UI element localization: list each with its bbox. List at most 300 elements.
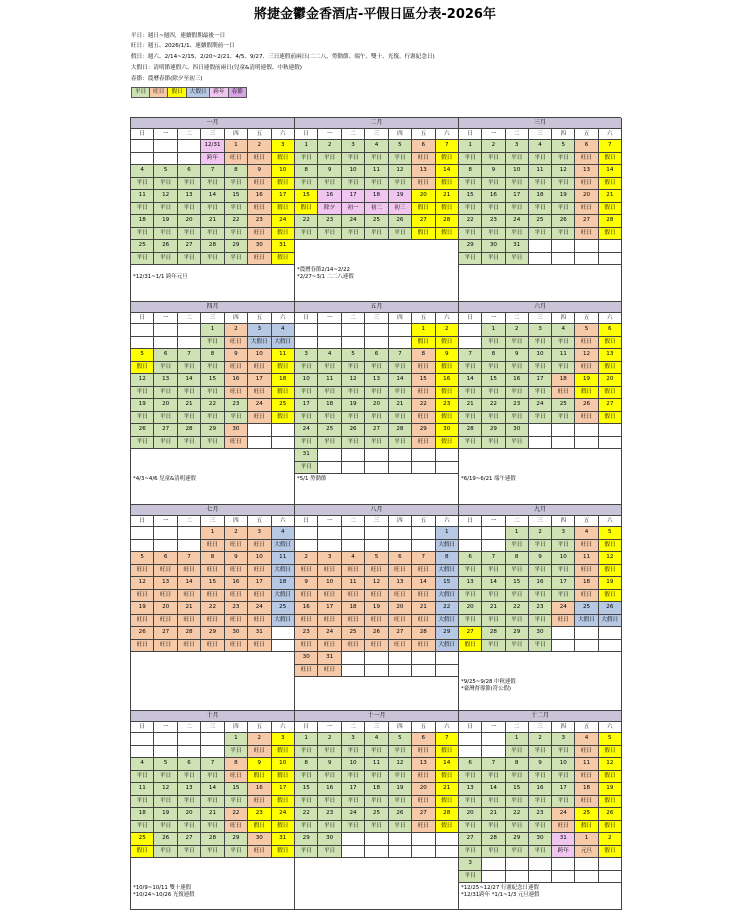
date-cell: 28 <box>201 833 224 845</box>
day-type-cell: 平日 <box>131 387 154 399</box>
day-type-cell: 平日 <box>365 387 388 399</box>
date-cell: 3 <box>529 324 552 336</box>
empty-cell <box>552 627 575 639</box>
day-type-cell: 平日 <box>552 540 575 552</box>
day-type-cell: 平日 <box>529 412 552 424</box>
day-type-cell: 平日 <box>178 203 201 215</box>
date-cell: 8 <box>295 758 318 770</box>
date-row <box>131 215 294 228</box>
empty-cell <box>154 746 177 758</box>
date-cell: 3 <box>342 733 365 745</box>
day-type-cell: 旺日 <box>201 640 224 652</box>
day-type-cell: 平日 <box>201 253 224 265</box>
date-row <box>459 783 621 796</box>
empty-cell <box>248 437 271 449</box>
date-cell: 26 <box>131 424 154 436</box>
date-row <box>459 602 621 615</box>
date-cell: 15 <box>225 783 248 795</box>
type-row <box>459 337 621 350</box>
month-name: 八月 <box>295 505 458 516</box>
day-type-cell: 平日 <box>506 796 529 808</box>
day-type-cell: 平日 <box>529 565 552 577</box>
date-cell: 18 <box>575 577 598 589</box>
note-line: *4/3~4/6 兒童&清明連假 <box>133 476 196 482</box>
day-type-cell: 平日 <box>201 821 224 833</box>
day-type-cell: 平日 <box>482 253 505 265</box>
date-cell: 26 <box>552 215 575 227</box>
day-type-cell: 假日 <box>599 387 621 399</box>
day-type-cell: 假日 <box>436 203 458 215</box>
day-type-cell: 平日 <box>529 615 552 627</box>
day-type-cell: 平日 <box>318 796 341 808</box>
date-cell: 16 <box>248 783 271 795</box>
date-cell: 30 <box>529 627 552 639</box>
day-type-cell: 大假日 <box>248 337 271 349</box>
day-type-cell: 旺日 <box>412 412 435 424</box>
weekday-label: 六 <box>607 131 613 137</box>
weekday-label: 五 <box>248 129 271 139</box>
type-row <box>459 362 621 375</box>
date-cell: 5 <box>131 349 154 361</box>
day-type-cell: 平日 <box>552 203 575 215</box>
type-row <box>131 796 294 809</box>
day-type-cell: 平日 <box>295 228 318 240</box>
day-type-cell: 平日 <box>552 153 575 165</box>
month-body <box>131 324 294 474</box>
day-type-cell: 平日 <box>295 846 318 858</box>
date-row <box>131 349 294 362</box>
weekday-label: 二 <box>178 129 201 139</box>
empty-cell <box>552 424 575 436</box>
day-type-cell: 平日 <box>201 437 224 449</box>
date-cell: 28 <box>482 627 505 639</box>
month-body <box>295 733 458 883</box>
legend-holiday: 假日：週六、2/14~2/15、2/20~2/21、4/5、9/27、三日連假前兩日(二二八、勞動節、端午、雙十、光復、行憲紀念日) <box>131 54 435 60</box>
date-cell: 6 <box>412 733 435 745</box>
day-type-cell: 假日 <box>599 565 621 577</box>
weekday-label: 二 <box>342 516 365 526</box>
empty-cell <box>365 324 388 336</box>
type-row <box>131 412 294 425</box>
day-type-cell: 假日 <box>412 228 435 240</box>
day-type-cell: 平日 <box>201 771 224 783</box>
day-type-cell: 平日 <box>482 565 505 577</box>
date-cell: 3 <box>552 527 575 539</box>
day-type-cell: 平日 <box>389 437 412 449</box>
date-cell: 2 <box>482 140 505 152</box>
date-cell: 12 <box>154 190 177 202</box>
day-type-cell: 旺日 <box>365 615 388 627</box>
empty-cell <box>459 337 482 349</box>
date-cell: 6 <box>459 552 482 564</box>
type-row <box>131 746 294 759</box>
date-row <box>459 215 621 228</box>
date-cell: 17 <box>342 190 365 202</box>
type-row <box>295 846 458 859</box>
empty-cell <box>154 527 177 539</box>
weekday-label: 日 <box>295 129 318 139</box>
empty-cell <box>318 540 341 552</box>
date-cell: 11 <box>318 374 341 386</box>
date-cell: 13 <box>178 783 201 795</box>
date-cell: 12 <box>365 577 388 589</box>
date-row <box>459 349 621 362</box>
date-cell: 20 <box>459 602 482 614</box>
type-row <box>459 796 621 809</box>
date-cell: 25 <box>575 808 598 820</box>
date-cell: 14 <box>482 783 505 795</box>
date-row <box>295 602 458 615</box>
month-block <box>459 505 622 711</box>
date-cell: 9 <box>506 349 529 361</box>
day-type-cell: 旺日 <box>201 565 224 577</box>
empty-cell <box>389 846 412 858</box>
date-cell: 6 <box>459 758 482 770</box>
day-type-cell: 平日 <box>529 153 552 165</box>
date-cell: 4 <box>342 552 365 564</box>
day-type-cell: 平日 <box>529 821 552 833</box>
day-type-cell: 平日 <box>318 228 341 240</box>
date-cell: 3 <box>506 140 529 152</box>
date-cell: 19 <box>389 190 412 202</box>
legend-swatch: 跨年 <box>210 88 228 97</box>
date-row <box>295 833 458 846</box>
day-type-cell: 大假日 <box>272 615 294 627</box>
day-type-cell: 平日 <box>342 178 365 190</box>
date-cell: 31 <box>272 240 294 252</box>
day-type-cell: 平日 <box>365 178 388 190</box>
day-type-cell: 旺日 <box>389 590 412 602</box>
date-cell: 30 <box>482 240 505 252</box>
day-type-cell: 平日 <box>295 153 318 165</box>
date-cell: 27 <box>412 215 435 227</box>
date-cell: 20 <box>389 602 412 614</box>
date-cell: 3 <box>295 349 318 361</box>
date-cell: 9 <box>529 758 552 770</box>
date-cell: 22 <box>459 215 482 227</box>
day-type-cell: 平日 <box>506 153 529 165</box>
day-type-cell: 大假日 <box>272 565 294 577</box>
type-row <box>459 540 621 553</box>
date-cell: 19 <box>154 808 177 820</box>
day-type-cell: 旺日 <box>389 615 412 627</box>
date-cell: 18 <box>552 374 575 386</box>
empty-cell <box>459 527 482 539</box>
day-type-cell: 平日 <box>342 796 365 808</box>
day-type-cell: 平日 <box>342 437 365 449</box>
date-row <box>459 399 621 412</box>
day-type-cell: 假日 <box>436 437 458 449</box>
weekday-label: 五 <box>575 722 598 732</box>
weekday-label: 三 <box>365 129 388 139</box>
date-cell: 3 <box>552 733 575 745</box>
day-type-cell: 平日 <box>201 412 224 424</box>
weekday-header <box>131 516 294 527</box>
date-cell: 9 <box>318 165 341 177</box>
day-type-cell: 假日 <box>599 590 621 602</box>
date-cell: 25 <box>272 602 294 614</box>
date-cell: 10 <box>248 349 271 361</box>
date-cell: 14 <box>178 577 201 589</box>
day-type-cell: 平日 <box>529 796 552 808</box>
date-cell: 30 <box>295 652 318 664</box>
date-cell: 17 <box>318 602 341 614</box>
date-cell: 27 <box>389 627 412 639</box>
day-type-cell: 平日 <box>459 203 482 215</box>
day-type-cell: 平日 <box>318 362 341 374</box>
date-cell: 6 <box>365 349 388 361</box>
day-type-cell: 平日 <box>342 412 365 424</box>
empty-cell <box>575 240 598 252</box>
empty-cell <box>436 665 458 677</box>
empty-cell <box>529 424 552 436</box>
weekday-header <box>459 313 621 324</box>
date-cell: 7 <box>178 349 201 361</box>
date-cell: 31 <box>272 833 294 845</box>
day-type-cell: 平日 <box>342 771 365 783</box>
date-cell: 22 <box>225 215 248 227</box>
day-type-cell: 平日 <box>178 228 201 240</box>
date-cell: 30 <box>225 424 248 436</box>
date-row <box>295 399 458 412</box>
date-cell: 4 <box>529 140 552 152</box>
empty-cell <box>389 337 412 349</box>
month-notes <box>131 474 294 504</box>
date-cell: 21 <box>178 602 201 614</box>
empty-cell <box>342 846 365 858</box>
date-cell: 12 <box>389 165 412 177</box>
day-type-cell: 假日 <box>436 153 458 165</box>
weekday-label: 三 <box>201 129 224 139</box>
date-row <box>295 733 458 746</box>
empty-cell <box>529 253 552 265</box>
date-cell: 28 <box>178 424 201 436</box>
date-cell: 25 <box>575 602 598 614</box>
type-row <box>459 590 621 603</box>
date-cell: 23 <box>225 602 248 614</box>
date-cell: 3 <box>272 140 294 152</box>
day-type-cell: 平日 <box>154 228 177 240</box>
date-cell: 29 <box>412 424 435 436</box>
date-row <box>131 324 294 337</box>
date-cell: 11 <box>365 758 388 770</box>
date-cell: 8 <box>225 758 248 770</box>
legend-big-holiday: 大假日：清明節連假六、四日連假前兩日(兒童&清明連假、中秋連假) <box>131 65 302 71</box>
day-type-cell: 平日 <box>178 821 201 833</box>
day-type-cell: 平日 <box>482 178 505 190</box>
day-type-cell: 旺日 <box>225 153 248 165</box>
date-cell: 22 <box>225 808 248 820</box>
date-cell: 2 <box>248 140 271 152</box>
day-type-cell: 假日 <box>412 203 435 215</box>
type-row <box>459 565 621 578</box>
date-cell: 16 <box>318 190 341 202</box>
weekday-header <box>459 129 621 140</box>
month-body <box>459 140 621 265</box>
day-type-cell: 假日 <box>599 540 621 552</box>
day-type-cell: 假日 <box>272 846 294 858</box>
day-type-cell: 平日 <box>295 412 318 424</box>
empty-cell <box>482 746 505 758</box>
day-type-cell: 假日 <box>295 203 318 215</box>
day-type-cell: 平日 <box>389 821 412 833</box>
day-type-cell: 旺日 <box>575 540 598 552</box>
date-cell: 9 <box>225 349 248 361</box>
day-type-cell: 平日 <box>225 178 248 190</box>
date-cell: 12 <box>342 374 365 386</box>
day-type-cell: 平日 <box>552 771 575 783</box>
legend-busy: 旺日：週五、2026/1/1、連續假期前一日 <box>131 43 235 49</box>
note-line: *農曆春節2/14~2/22 <box>297 267 350 273</box>
weekday-label: 五 <box>412 129 435 139</box>
day-type-cell: 旺日 <box>575 337 598 349</box>
note-line: *臺灣督導節(符公假) <box>461 686 512 692</box>
type-row <box>295 462 458 475</box>
weekday-label: 日 <box>131 313 154 323</box>
date-cell: 8 <box>225 165 248 177</box>
date-row <box>131 783 294 796</box>
date-cell: 21 <box>436 190 458 202</box>
date-cell: 12 <box>131 374 154 386</box>
month-body <box>459 733 621 883</box>
date-cell: 16 <box>248 190 271 202</box>
type-row <box>459 437 621 450</box>
date-cell: 19 <box>389 783 412 795</box>
weekday-label: 二 <box>178 516 201 526</box>
date-cell: 26 <box>599 808 621 820</box>
date-cell: 7 <box>482 758 505 770</box>
empty-cell <box>389 652 412 664</box>
date-cell: 3 <box>248 324 271 336</box>
empty-cell <box>529 871 552 883</box>
day-type-cell: 平日 <box>506 228 529 240</box>
date-row <box>459 808 621 821</box>
day-type-cell: 旺日 <box>225 590 248 602</box>
day-type-cell: 平日 <box>482 412 505 424</box>
date-cell: 18 <box>365 190 388 202</box>
date-cell: 4 <box>575 733 598 745</box>
date-cell: 6 <box>154 552 177 564</box>
day-type-cell: 旺日 <box>248 178 271 190</box>
day-type-cell: 旺日 <box>225 640 248 652</box>
day-type-cell: 平日 <box>131 437 154 449</box>
date-cell: 8 <box>295 165 318 177</box>
day-type-cell: 平日 <box>365 362 388 374</box>
day-type-cell: 旺日 <box>248 253 271 265</box>
date-cell: 17 <box>272 190 294 202</box>
day-type-cell: 平日 <box>482 362 505 374</box>
month-block <box>131 118 295 302</box>
day-type-cell: 假日 <box>272 412 294 424</box>
empty-cell <box>529 437 552 449</box>
day-type-cell: 平日 <box>178 412 201 424</box>
date-cell: 15 <box>295 783 318 795</box>
day-type-cell: 平日 <box>365 821 388 833</box>
day-type-cell: 大假日 <box>575 615 598 627</box>
weekday-label: 一 <box>318 313 341 323</box>
type-row <box>295 615 458 628</box>
day-type-cell: 平日 <box>389 796 412 808</box>
weekday-label: 二 <box>506 129 529 139</box>
date-row <box>295 190 458 203</box>
day-type-cell: 平日 <box>459 565 482 577</box>
day-type-cell: 旺日 <box>412 565 435 577</box>
weekday-label: 三 <box>201 313 224 323</box>
empty-cell <box>154 337 177 349</box>
day-type-cell: 旺日 <box>154 615 177 627</box>
day-type-cell: 平日 <box>506 771 529 783</box>
day-type-cell: 平日 <box>459 412 482 424</box>
date-cell: 20 <box>154 399 177 411</box>
empty-cell <box>389 527 412 539</box>
empty-cell <box>529 240 552 252</box>
day-type-cell: 旺日 <box>365 640 388 652</box>
date-cell: 15 <box>506 577 529 589</box>
date-cell: 4 <box>318 349 341 361</box>
weekday-header <box>131 722 294 733</box>
day-type-cell: 平日 <box>482 846 505 858</box>
day-type-cell: 平日 <box>201 387 224 399</box>
weekday-label: 六 <box>279 724 286 730</box>
weekday-label: 日 <box>459 722 482 732</box>
weekday-label: 四 <box>389 516 412 526</box>
day-type-cell: 旺日 <box>154 565 177 577</box>
day-type-cell: 平日 <box>506 746 529 758</box>
day-type-cell: 平日 <box>459 846 482 858</box>
type-row <box>459 871 621 884</box>
note-line: *10/9~10/11 雙十連假 <box>133 885 192 891</box>
month-notes <box>459 265 621 301</box>
empty-cell <box>178 324 201 336</box>
weekday-label: 四 <box>552 129 575 139</box>
day-type-cell: 平日 <box>131 821 154 833</box>
type-row <box>459 387 621 400</box>
date-cell: 31 <box>248 627 271 639</box>
note-line: *2/27~3/1 二二八連假 <box>297 274 354 280</box>
date-cell: 31 <box>295 449 318 461</box>
date-cell: 16 <box>529 783 552 795</box>
empty-cell <box>295 337 318 349</box>
weekday-header <box>131 129 294 140</box>
date-cell: 23 <box>529 602 552 614</box>
day-type-cell: 平日 <box>506 565 529 577</box>
empty-cell <box>342 833 365 845</box>
day-type-cell: 假日 <box>248 821 271 833</box>
date-cell: 10 <box>552 552 575 564</box>
type-row <box>459 153 621 166</box>
day-type-cell: 平日 <box>506 437 529 449</box>
weekday-label: 日 <box>131 129 154 139</box>
weekday-label: 四 <box>552 313 575 323</box>
date-row <box>295 165 458 178</box>
day-type-cell: 跨年 <box>552 846 575 858</box>
empty-cell <box>575 871 598 883</box>
date-cell: 7 <box>482 552 505 564</box>
type-row <box>295 153 458 166</box>
weekday-label: 五 <box>575 313 598 323</box>
day-type-cell: 旺日 <box>412 615 435 627</box>
day-type-cell: 旺日 <box>225 362 248 374</box>
date-cell: 29 <box>201 424 224 436</box>
date-cell: 1 <box>412 324 435 336</box>
quarter-row <box>131 505 621 711</box>
empty-cell <box>131 746 154 758</box>
date-cell: 10 <box>318 577 341 589</box>
day-type-cell: 假日 <box>575 821 598 833</box>
weekday-label: 四 <box>225 516 248 526</box>
empty-cell <box>365 540 388 552</box>
date-cell: 13 <box>178 190 201 202</box>
